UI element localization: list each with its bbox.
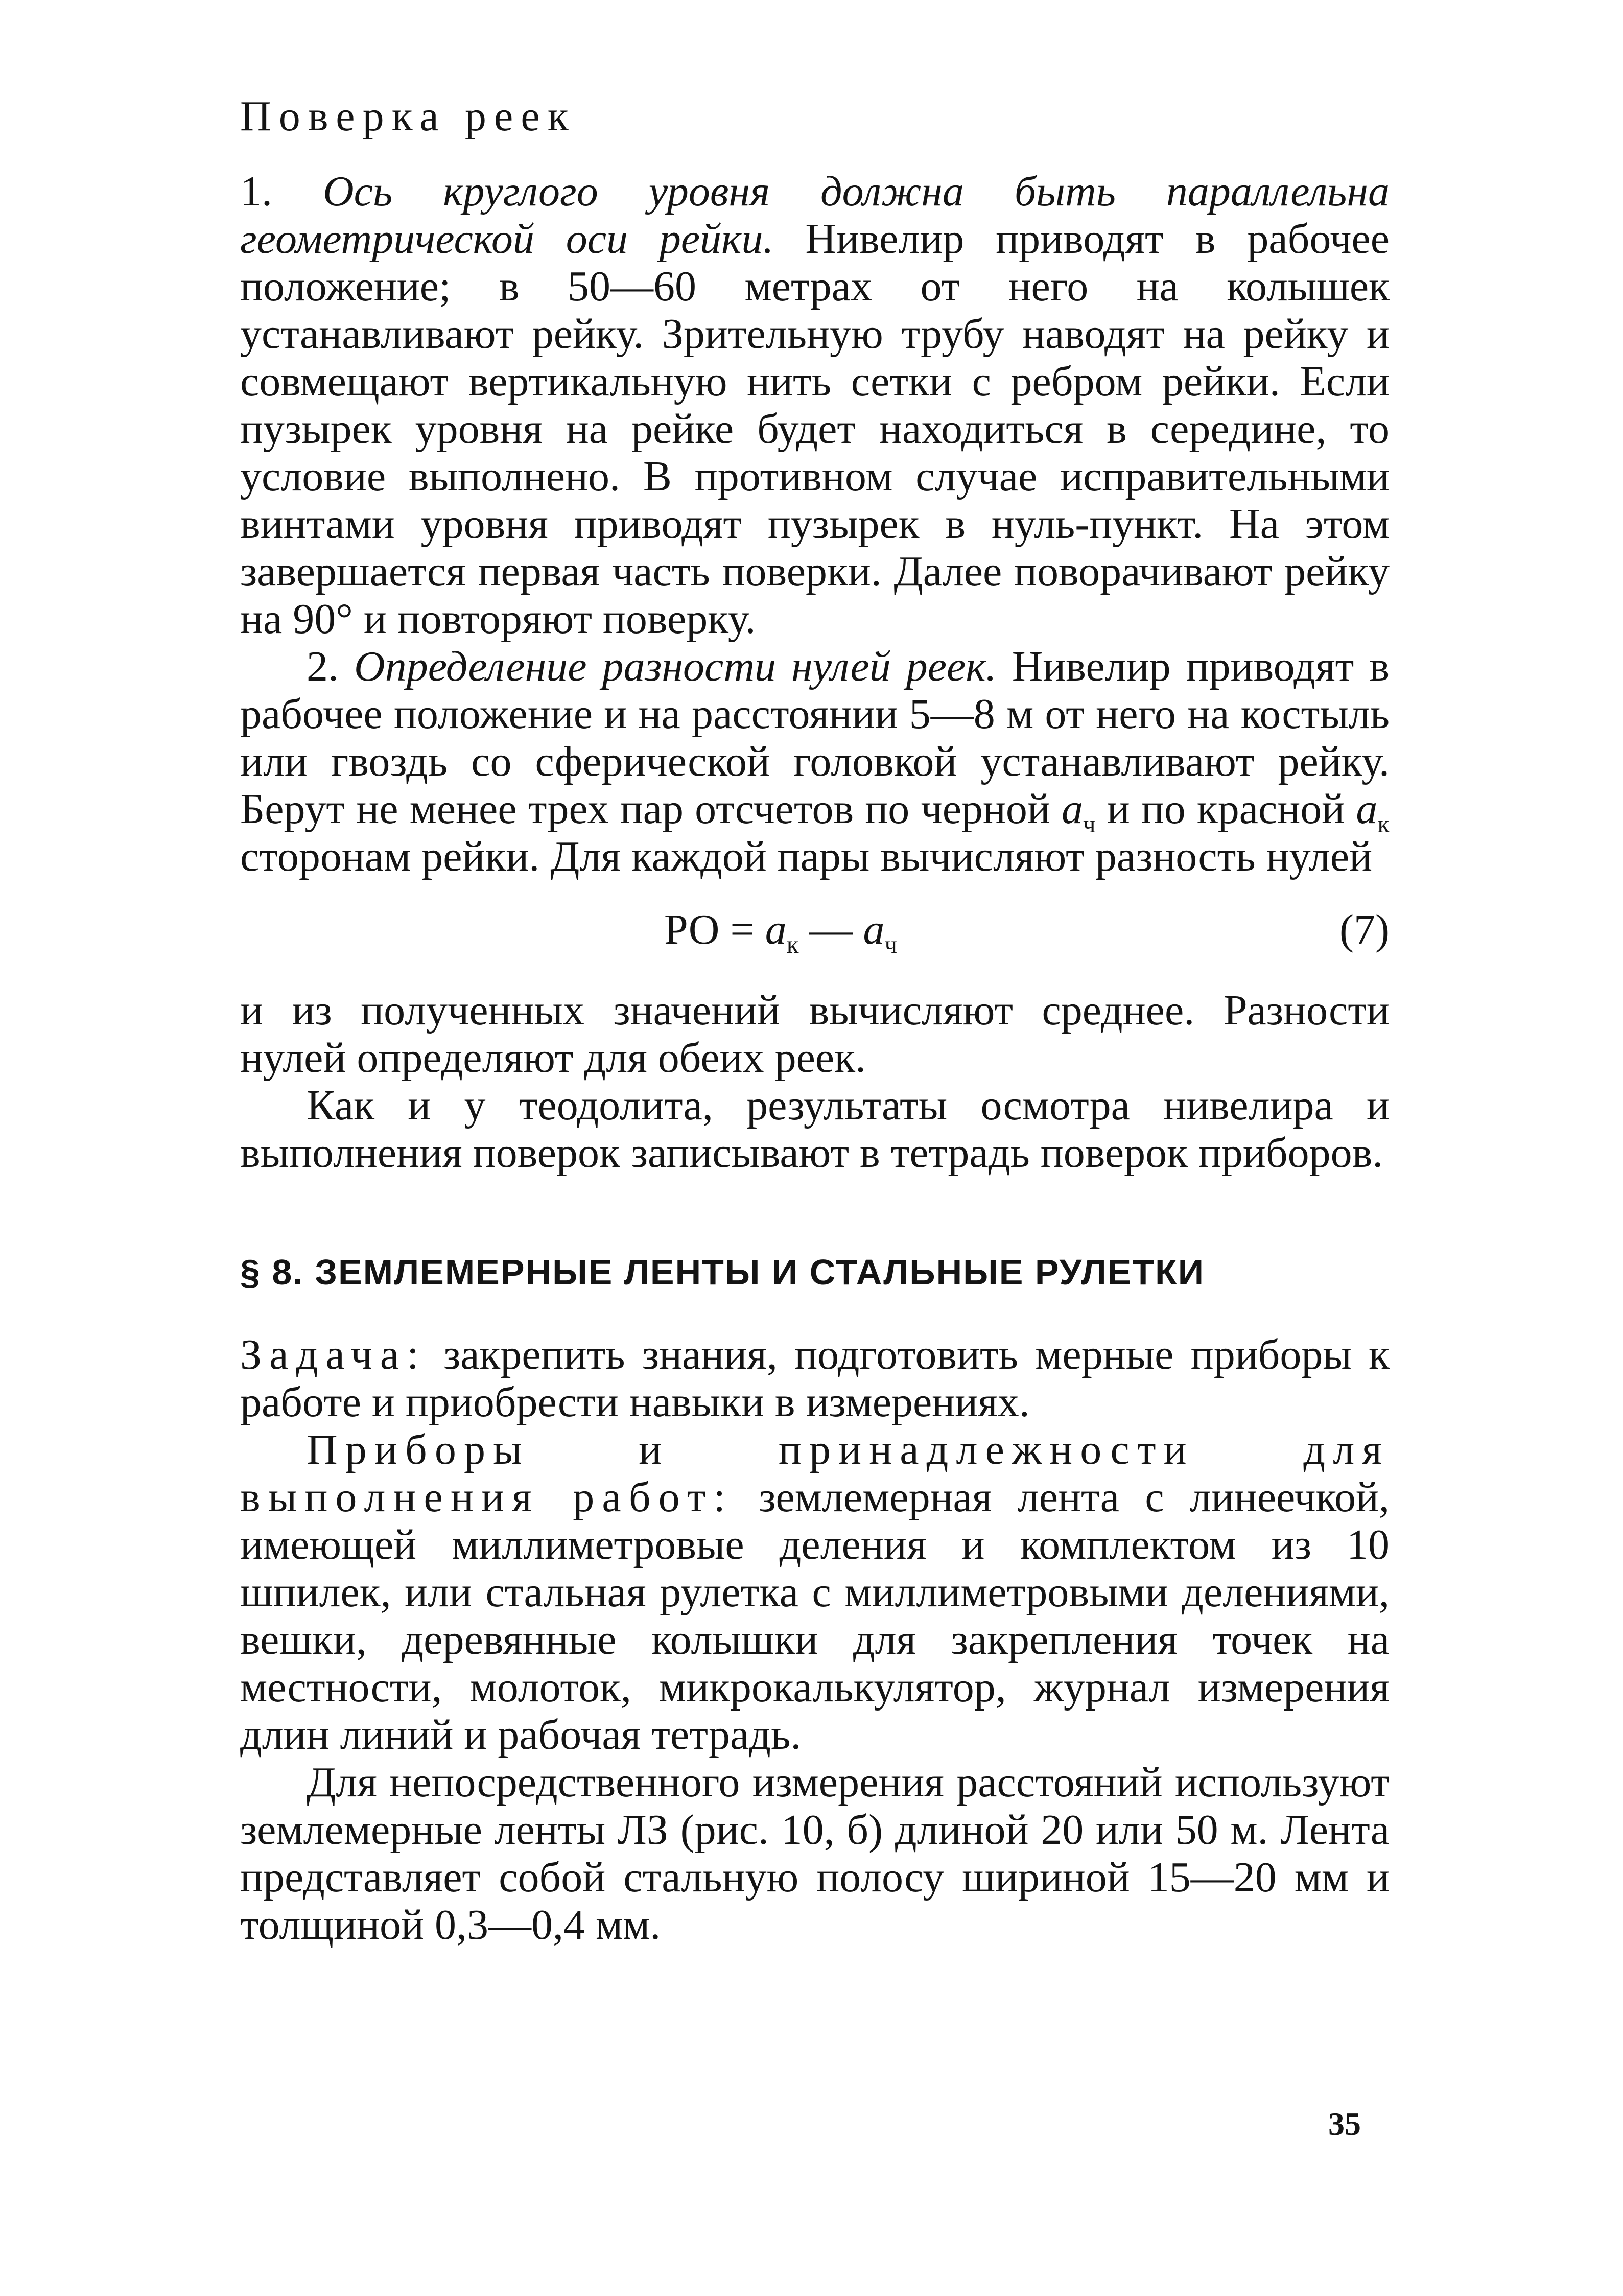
sub-black: ч — [1083, 810, 1096, 838]
item-2-title: Определение разности нулей реек. — [354, 643, 997, 690]
formula-expression — [664, 906, 897, 958]
item-2-text-b: и по красной — [1107, 785, 1345, 833]
item-2-number: 2. — [307, 643, 339, 690]
tools-label: Приборы и принадлежности для выполнения работ: — [240, 1426, 1390, 1521]
item-2-text-c: сторонам рейки. Для каждой пары вычисляют разность нулей — [240, 833, 1373, 880]
subheading: Поверка реек — [240, 92, 576, 140]
tools-text: землемерная лента с линеечкой, имеющей миллиметровые деления и комплектом из 10 шпилек, или стальная рулетка с миллиметровыми делениями, вешки, деревянные колышки для закрепления точек на местности, молоток, микрокалькулятор, журнал измерения длин линий и рабочая тетрадь. — [240, 1473, 1390, 1759]
formula-sub1: к — [786, 930, 799, 958]
after-formula-paragraph: и из полученных значений вычисляют среднее. Разности нулей определяют для обеих реек. — [240, 987, 1390, 1082]
formula-var1: a — [765, 906, 787, 953]
item-1 — [240, 168, 1390, 643]
task-text: закрепить знания, подготовить мерные приборы к работе и приобрести навыки в измерениях. — [240, 1331, 1390, 1426]
formula-sub2: ч — [884, 930, 897, 958]
sub-red: к — [1377, 810, 1390, 838]
formula-minus: — — [809, 906, 853, 953]
final-paragraph: Для непосредственного измерения расстояний используют землемерные ленты ЛЗ (рис. 10, б) длиной 20 или 50 м. Лента представляет собой стальную полосу шириной 15—20 мм и толщиной 0,3—0,4 мм. — [240, 1759, 1390, 1949]
var-red: a — [1356, 785, 1378, 833]
page-body — [240, 92, 1390, 1949]
tools-paragraph — [240, 1426, 1390, 1759]
formula-number: (7) — [1339, 906, 1390, 953]
theodolite-paragraph: Как и у теодолита, результаты осмотра нивелира и выполнения поверок записывают в тетрадь поверок приборов. — [240, 1082, 1390, 1177]
task-label: Задача: — [240, 1331, 427, 1378]
item-1-number: 1. — [240, 168, 272, 215]
formula-var2: a — [863, 906, 885, 953]
var-black: a — [1062, 785, 1084, 833]
item-2 — [240, 643, 1390, 880]
task-paragraph — [240, 1331, 1390, 1426]
section-title: § 8. ЗЕМЛЕМЕРНЫЕ ЛЕНТЫ И СТАЛЬНЫЕ РУЛЕТКИ — [240, 1252, 1205, 1292]
item-2-text-a: Нивелир приводят в рабочее положение и на расстоянии 5—8 м от него на костыль или гвоздь со сферической головкой устанавливают рейку. Берут не менее трех пар отсчетов по черной — [240, 643, 1390, 833]
formula-lhs: РО — [664, 906, 720, 953]
item-1-title: Ось круглого уровня должна быть параллельна геометрической оси рейки. — [240, 168, 1390, 263]
page-number: 35 — [1328, 2105, 1361, 2142]
item-1-text: Нивелир приводят в рабочее положение; в 50—60 метрах от него на колышек устанавливают рейку. Зрительную трубу наводят на рейку и совмещают вертикальную нить сетки с ребром рейки. Если пузырек уровня на рейке будет находиться в середине, то условие выполнено. В противном случае исправительными винтами уровня приводят пузырек в нуль-пункт. На этом завершается первая часть поверки. Далее поворачивают рейку на 90° и повторяют поверку. — [240, 215, 1390, 643]
formula-7 — [240, 901, 1390, 962]
formula-eq: = — [730, 906, 755, 953]
